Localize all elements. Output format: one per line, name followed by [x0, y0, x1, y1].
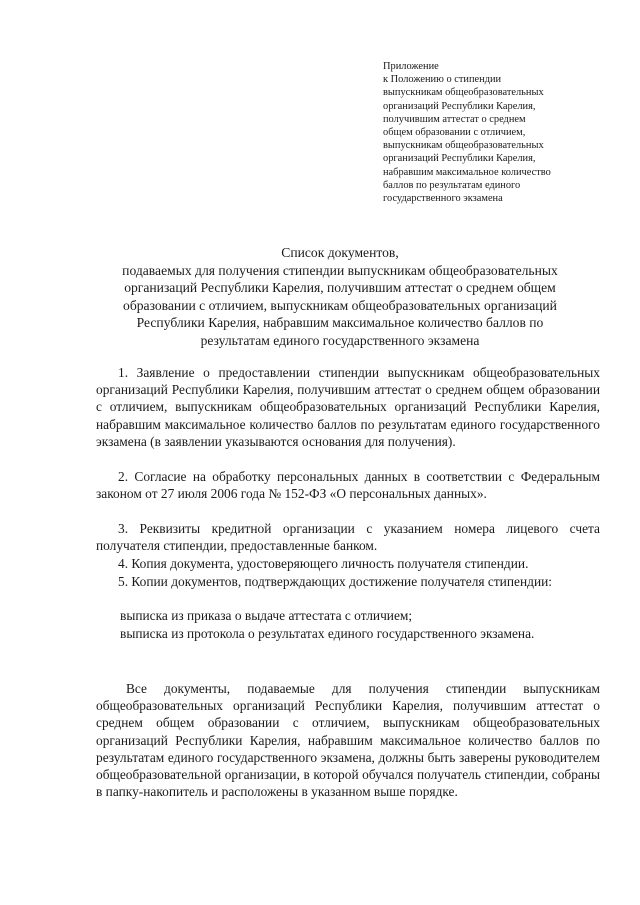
appendix-line: набравшим максимальное количество	[383, 166, 551, 178]
list-subitem: выписка из приказа о выдаче аттестата с отличием;	[120, 608, 413, 623]
title-line: Список документов,	[281, 245, 399, 260]
list-item: 4. Копия документа, удостоверяющего личность получателя стипендии.	[118, 556, 529, 571]
appendix-header	[383, 60, 613, 205]
appendix-line: общем образовании с отличием,	[383, 127, 526, 139]
appendix-line: организаций Республики Карелия,	[383, 100, 536, 112]
list-item: 1. Заявление о предоставлении стипендии выпускникам общеобразовательных организаций Республики Карелия, получившим аттестат о среднем общем образовании с отличием, выпускникам общеобразовательных организаций Республики Карелия, набравшим максимальное количество баллов по результатам единого государственного экзамена (в заявлении указываются основания для получения).	[96, 365, 600, 449]
appendix-line: получившим аттестат о среднем	[383, 113, 526, 125]
title-line: результатам единого государственного экзамена	[200, 332, 480, 348]
appendix-line: к Положению о стипендии	[383, 74, 502, 86]
appendix-line: выпускникам общеобразовательных	[383, 87, 544, 99]
list-item: 3. Реквизиты кредитной организации с указанием номера лицевого счета получателя стипендии, предоставленные банком.	[96, 521, 600, 554]
list-item: 2. Согласие на обработку персональных данных в соответствии с Федеральным законом от 27 июля 2006 года № 152-ФЗ «О персональных данных».	[96, 469, 600, 502]
appendix-line: государственного экзамена	[383, 193, 503, 205]
title-line: организаций Республики Карелия, получившим аттестат о среднем общем	[124, 280, 556, 296]
appendix-line: организаций Республики Карелия,	[383, 153, 536, 165]
closing-paragraph: Все документы, подаваемые для получения стипендии выпускникам общеобразовательных организаций Республики Карелия, получившим аттестат о среднем общем образовании с отличием, выпускникам общеобразовательных организаций Республики Карелия, набравшим максимальное количество баллов по результатам единого государственного экзамена, должны быть заверены руководителем общеобразовательной организации, в которой обучался получатель стипендии, собраны в папку-накопитель и расположены в указанном выше порядке.	[96, 681, 600, 800]
title-line: Республики Карелия, набравшим максимальное количество баллов по	[136, 315, 544, 331]
appendix-line: выпускникам общеобразовательных	[383, 140, 544, 152]
appendix-line: баллов по результатам единого	[383, 179, 521, 191]
document-title	[60, 244, 620, 350]
list-item: 5. Копии документов, подтверждающих достижение получателя стипендии:	[118, 574, 552, 589]
title-line: подаваемых для получения стипендии выпускникам общеобразовательных	[122, 262, 558, 278]
appendix-line: Приложение	[383, 61, 439, 72]
list-subitem: выписка из протокола о результатах единого государственного экзамена.	[120, 626, 535, 641]
title-line: образовании с отличием, выпускникам общеобразовательных организаций	[123, 297, 557, 313]
